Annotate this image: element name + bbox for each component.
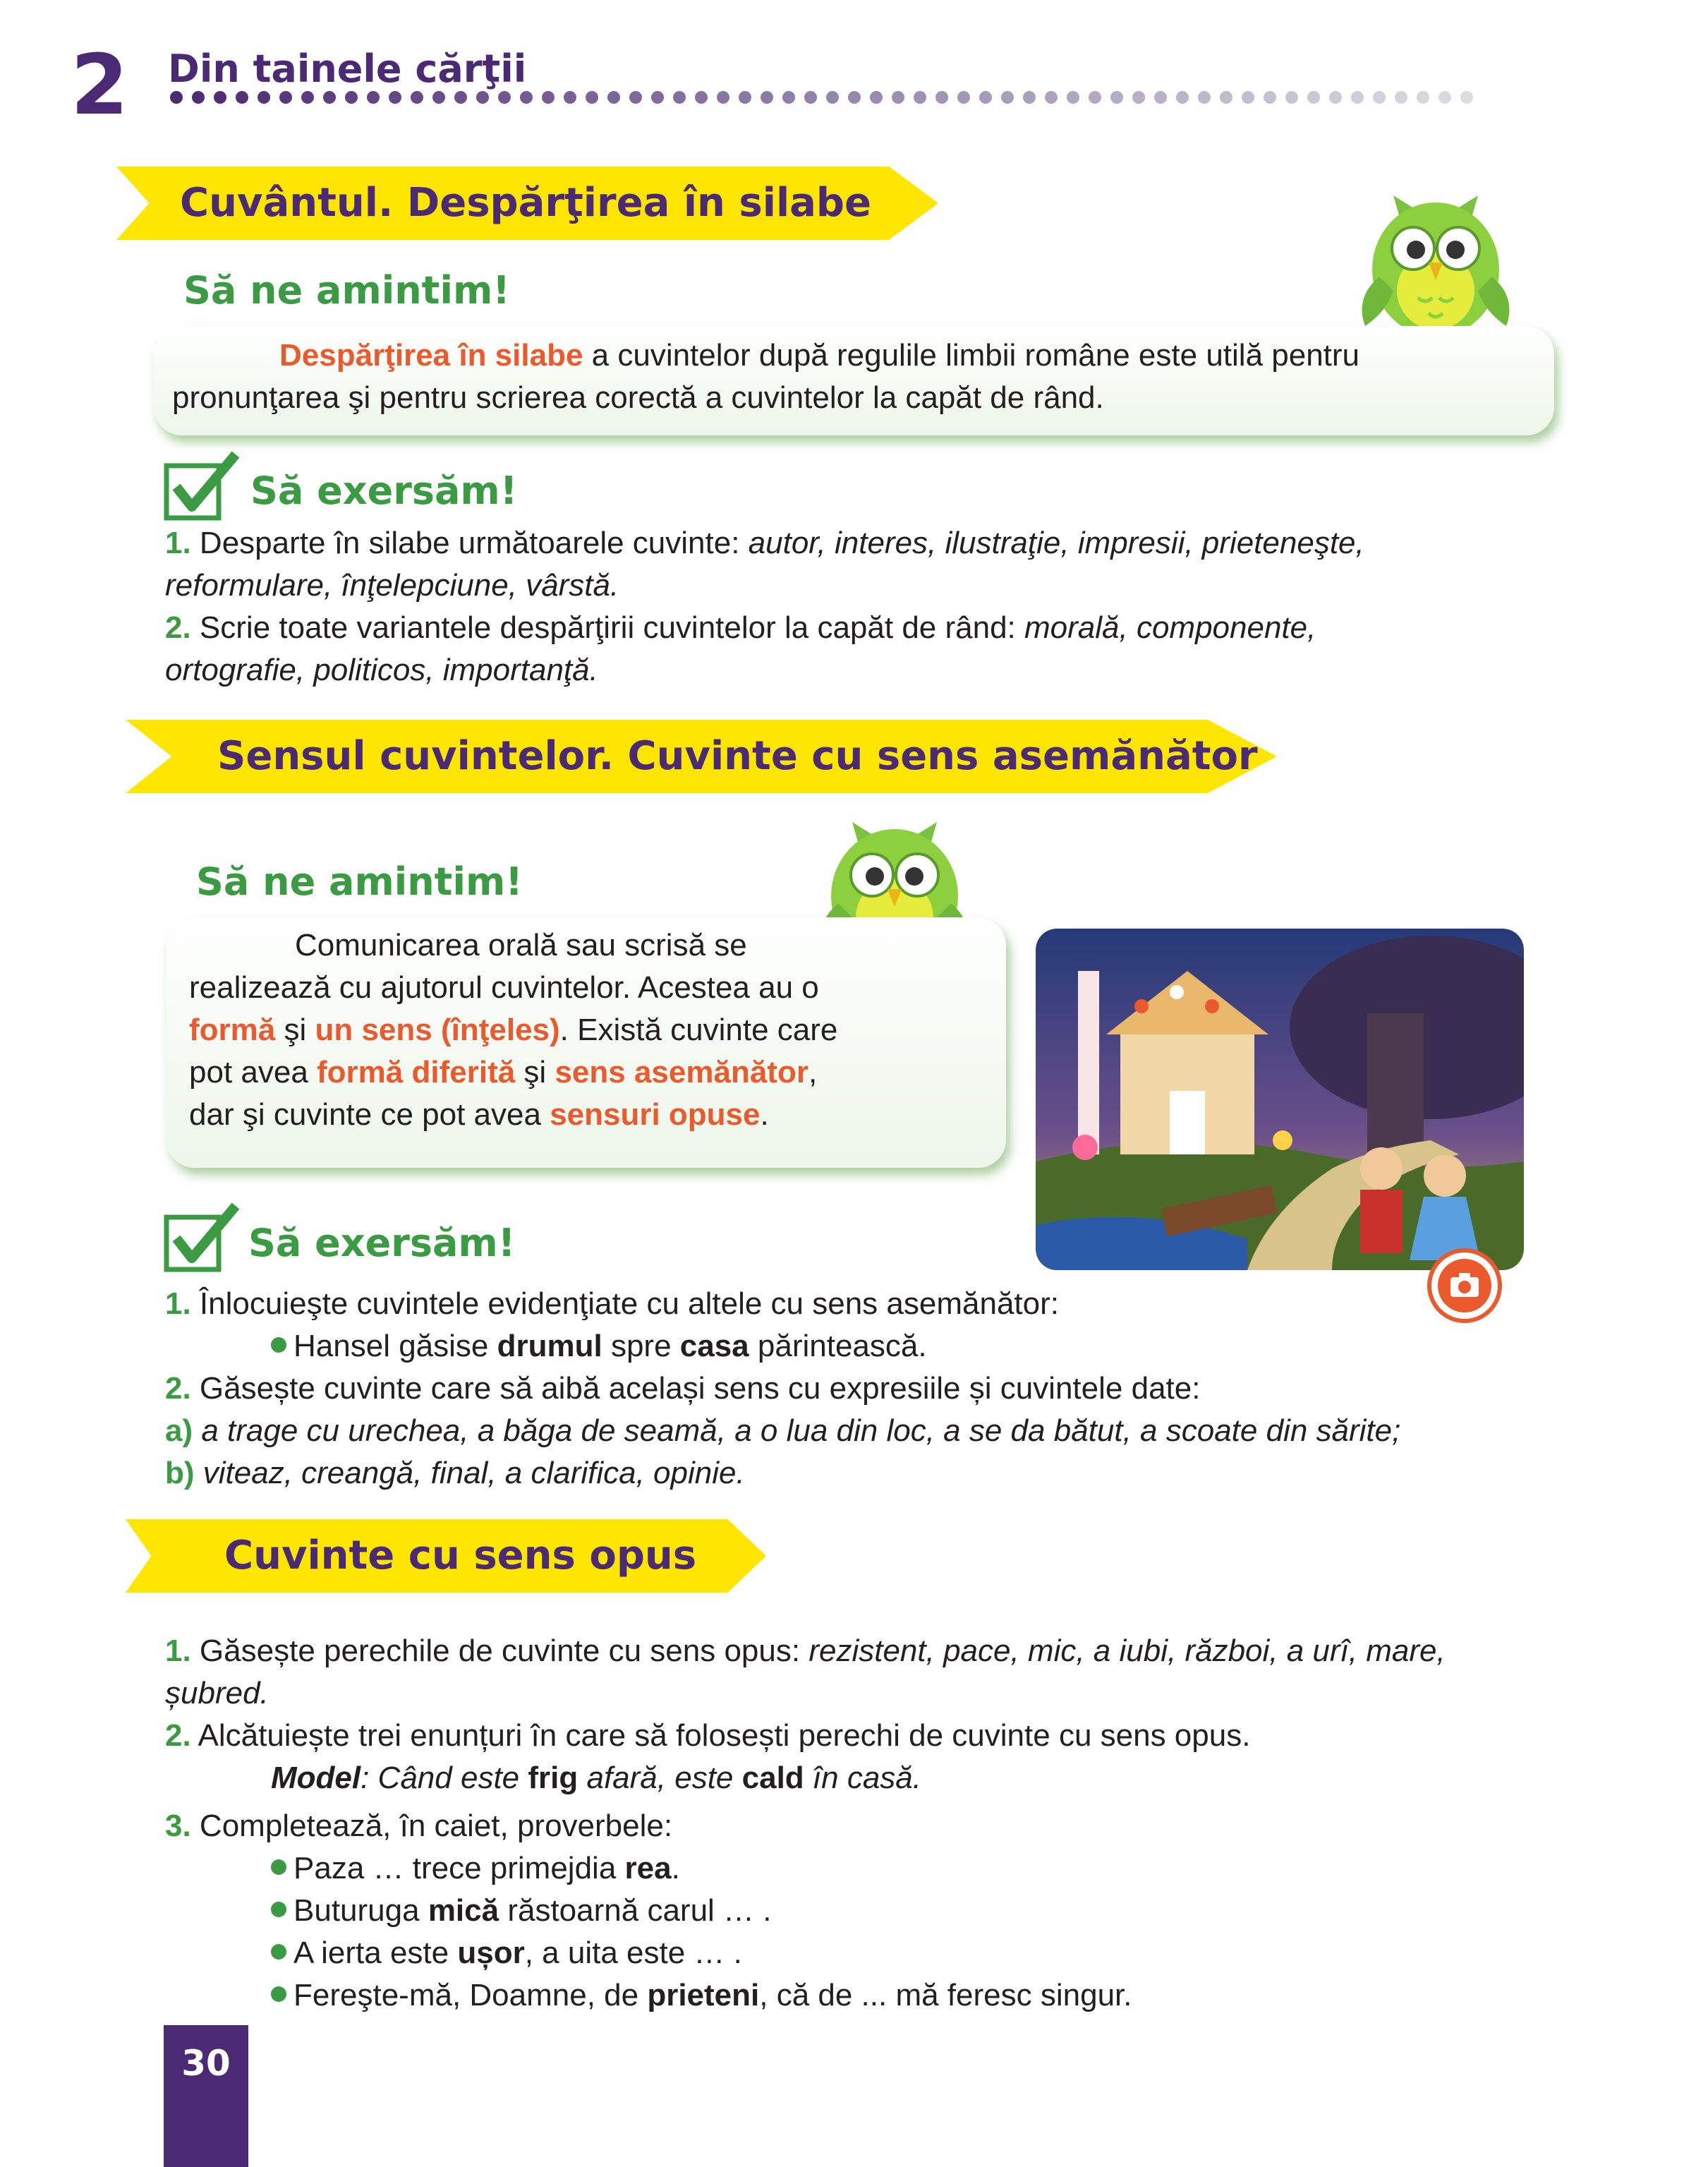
remember-line: Comunicarea orală sau scrisă se (295, 928, 747, 962)
divider-dot (651, 91, 664, 104)
bullet-icon (271, 1986, 286, 2002)
section1-practice-heading: Să exersăm! (250, 469, 518, 513)
remember-text: , (808, 1055, 818, 1089)
divider-dot (1373, 91, 1386, 104)
divider-dot (979, 91, 992, 104)
proverb-text: Fereşte-mă, Doamne, de (293, 1978, 648, 2012)
divider-dot (1460, 91, 1473, 104)
divider-dot (914, 91, 926, 104)
exercise-words: a trage cu urechea, a băga de seamă, a o lua din loc, a se da bătut, a scoate din sărite; (193, 1413, 1401, 1448)
exercise-label: a) (165, 1413, 193, 1448)
divider-dot (432, 91, 445, 104)
proverb-text: Buturuga (293, 1893, 428, 1928)
bullet-icon (271, 1859, 286, 1875)
bold-word: casa (679, 1329, 749, 1363)
divider-dot (1242, 91, 1254, 104)
divider-dot (214, 91, 226, 104)
exercise-words: viteaz, creangă, final, a clarifica, opinie. (194, 1456, 745, 1490)
proverb-item (271, 1847, 680, 1890)
divider-dot (629, 91, 642, 104)
divider-dot (1220, 91, 1232, 104)
divider-dot (258, 91, 270, 104)
exercise-number: 1. (165, 1634, 191, 1668)
model-text: : Când este (361, 1761, 528, 1795)
section2-remember-box (166, 917, 1006, 1168)
hansel-gretel-illustration (1036, 929, 1524, 1270)
s3-ex3-line1 (165, 1805, 672, 1847)
divider-dot (1023, 91, 1036, 104)
highlight-term: formă diferită (317, 1055, 516, 1089)
s2-ex2-line1 (165, 1368, 1200, 1410)
divider-dot (1154, 91, 1167, 104)
divider-dot (1329, 91, 1342, 104)
exercise-text: Scrie toate variantele despărţirii cuvintelor la capăt de rând: (190, 610, 1024, 645)
checkmark-icon (164, 450, 241, 521)
bold-word: rea (624, 1851, 672, 1885)
divider-dot (301, 91, 314, 104)
section1-remember-box (154, 326, 1554, 435)
divider-dot (804, 91, 817, 104)
s3-ex1-line1 (165, 1630, 1446, 1672)
exercise-number: 3. (165, 1809, 191, 1843)
highlight-term: sens asemănător (555, 1055, 808, 1089)
exercise-number: 2. (165, 1718, 191, 1753)
chapter-number: 2 (71, 36, 129, 133)
exercise-text: Completează, în caiet, proverbele: (190, 1809, 673, 1843)
section1-title: Cuvântul. Despărţirea în silabe (180, 180, 871, 226)
remember-line (189, 1051, 817, 1094)
bold-word: frig (528, 1761, 579, 1795)
remember-line (189, 1009, 837, 1051)
divider-dot (870, 91, 883, 104)
remember-text: dar şi cuvinte ce pot avea (189, 1097, 550, 1132)
remember-text: . Există cuvinte care (559, 1013, 838, 1047)
divider-dot (957, 91, 970, 104)
divider-dot (607, 91, 620, 104)
model-label: Model (271, 1761, 361, 1795)
divider-dot (1001, 91, 1014, 104)
highlight-term: sensuri opuse (550, 1097, 761, 1132)
proverb-text: răstoarnă carul … . (499, 1893, 772, 1928)
exercise-text: Înlocuieşte cuvintele evidenţiate cu altele cu sens asemănător: (190, 1286, 1059, 1321)
divider-dot (411, 91, 423, 104)
exercise-number: 1. (165, 1286, 191, 1321)
divider-dot (1285, 91, 1298, 104)
bullet-text: părintească. (749, 1329, 927, 1363)
remember-text: şi (275, 1013, 315, 1047)
camera-icon[interactable] (1427, 1248, 1503, 1324)
divider-dot (782, 91, 795, 104)
divider-dot (1067, 91, 1079, 104)
divider-dot (826, 91, 839, 104)
bullet-text: spre (602, 1329, 680, 1363)
remember-line (189, 1094, 769, 1136)
s1-ex1-line2: reformulare, înţelepciune, vârstă. (165, 568, 619, 603)
s2-exb (165, 1452, 745, 1495)
section2-remember-heading: Să ne amintim! (196, 859, 523, 904)
divider-dot (1439, 91, 1451, 104)
exercise-words: autor, interes, ilustraţie, impresii, prieteneşte, (748, 526, 1364, 560)
s1-ex2-line2: ortografie, politicos, importanţă. (165, 653, 598, 687)
highlight-term: un sens (înţeles) (315, 1013, 560, 1047)
bold-word: mică (428, 1893, 499, 1928)
exercise-text: Alcătuiește trei enunțuri în care să folosești perechi de cuvinte cu sens opus. (190, 1718, 1251, 1753)
divider-dot (695, 91, 708, 104)
exercise-words: rezistent, pace, mic, a iubi, război, a urî, mare, (808, 1634, 1446, 1668)
divider-dot (170, 91, 183, 104)
divider-dot (717, 91, 729, 104)
s3-ex2-line1 (165, 1715, 1250, 1757)
divider-dot (192, 91, 205, 104)
divider-dot (1176, 91, 1189, 104)
remember-line: realizează cu ajutorul cuvintelor. Acestea au o (189, 970, 819, 1005)
divider-dot (935, 91, 948, 104)
exercise-text: Desparte în silabe următoarele cuvinte: (190, 526, 749, 560)
remember-line2: pronunţarea şi pentru scrierea corectă a cuvintelor la capăt de rând. (172, 380, 1104, 415)
divider-dot (367, 91, 380, 104)
divider-dot (236, 91, 248, 104)
bold-word: drumul (497, 1329, 602, 1363)
remember-line1 (279, 334, 1359, 377)
divider-dot (848, 91, 861, 104)
divider-dot (1351, 91, 1364, 104)
divider-dot (345, 91, 358, 104)
proverb-text: , a uita este … . (524, 1936, 742, 1970)
highlight-term: formă (189, 1013, 276, 1047)
divider-dot (279, 91, 292, 104)
divider-dot (323, 91, 336, 104)
chapter-title: Din tainele cărţii (168, 47, 527, 91)
divider-dot (520, 91, 533, 104)
page-number: 30 (181, 2043, 231, 2084)
exercise-text: Găsește perechile de cuvinte cu sens opus: (190, 1634, 809, 1668)
s2-ex1-line1 (165, 1283, 1059, 1325)
remember-text: . (760, 1097, 769, 1132)
divider-dot (498, 91, 511, 104)
divider-dot (1045, 91, 1058, 104)
divider-dot (1417, 91, 1429, 104)
dotted-divider (169, 89, 1482, 106)
bold-word: ușor (457, 1936, 525, 1970)
model-text: în casă. (804, 1761, 921, 1795)
exercise-number: 2. (165, 1371, 191, 1406)
divider-dot (739, 91, 751, 104)
model-text: afară, este (578, 1761, 742, 1795)
exercise-number: 1. (165, 526, 191, 560)
divider-dot (1132, 91, 1145, 104)
divider-dot (892, 91, 904, 104)
proverb-text: , că de ... mă feresc singur. (759, 1978, 1132, 2012)
exercise-text: Găsește cuvinte care să aibă același sens cu expresiile și cuvintele date: (190, 1371, 1201, 1406)
divider-dot (389, 91, 401, 104)
exercise-words: morală, componente, (1024, 610, 1316, 645)
bullet-icon (271, 1944, 286, 1960)
exercise-label: b) (165, 1456, 195, 1490)
s1-ex2-line1 (165, 607, 1316, 649)
divider-dot (1198, 91, 1211, 104)
remember-text: pot avea (189, 1055, 317, 1089)
section1-remember-heading: Să ne amintim! (183, 268, 510, 313)
proverb-text: . (671, 1851, 680, 1885)
divider-dot (1089, 91, 1101, 104)
divider-dot (1110, 91, 1123, 104)
section2-title: Sensul cuvintelor. Cuvinte cu sens asemănător (217, 733, 1258, 779)
proverb-text: A ierta este (293, 1936, 458, 1970)
divider-dot (542, 91, 555, 104)
divider-dot (761, 91, 773, 104)
bold-word: prieteni (647, 1978, 760, 2012)
remember-text: şi (515, 1055, 555, 1089)
bullet-icon (271, 1902, 286, 1917)
divider-dot (564, 91, 576, 104)
highlight-term: Despărţirea în silabe (279, 338, 583, 373)
divider-dot (454, 91, 467, 104)
proverb-item (271, 1974, 1132, 2017)
section3-title: Cuvinte cu sens opus (224, 1533, 697, 1579)
s1-ex1-line1 (165, 522, 1364, 565)
checkmark-icon (164, 1202, 241, 1272)
s3-ex1-line2: șubred. (165, 1676, 269, 1710)
divider-dot (586, 91, 598, 104)
exercise-number: 2. (165, 610, 191, 645)
divider-dot (673, 91, 686, 104)
remember-text: a cuvintelor după regulile limbii române este utilă pentru (583, 338, 1360, 373)
s3-ex2-model (271, 1757, 921, 1799)
section2-practice-heading: Să exersăm! (248, 1221, 516, 1265)
proverb-text: Paza … trece primejdia (293, 1851, 625, 1885)
bullet-icon (271, 1337, 286, 1353)
divider-dot (476, 91, 489, 104)
proverb-item (271, 1932, 742, 1974)
divider-dot (1307, 91, 1320, 104)
bullet-text: Hansel găsise (293, 1329, 497, 1363)
proverb-item (271, 1890, 771, 1932)
divider-dot (1395, 91, 1407, 104)
bold-word: cald (741, 1761, 804, 1795)
s2-exa (165, 1410, 1400, 1452)
owl-icon (1351, 192, 1520, 340)
s2-ex1-bullet (271, 1325, 927, 1368)
divider-dot (1264, 91, 1276, 104)
